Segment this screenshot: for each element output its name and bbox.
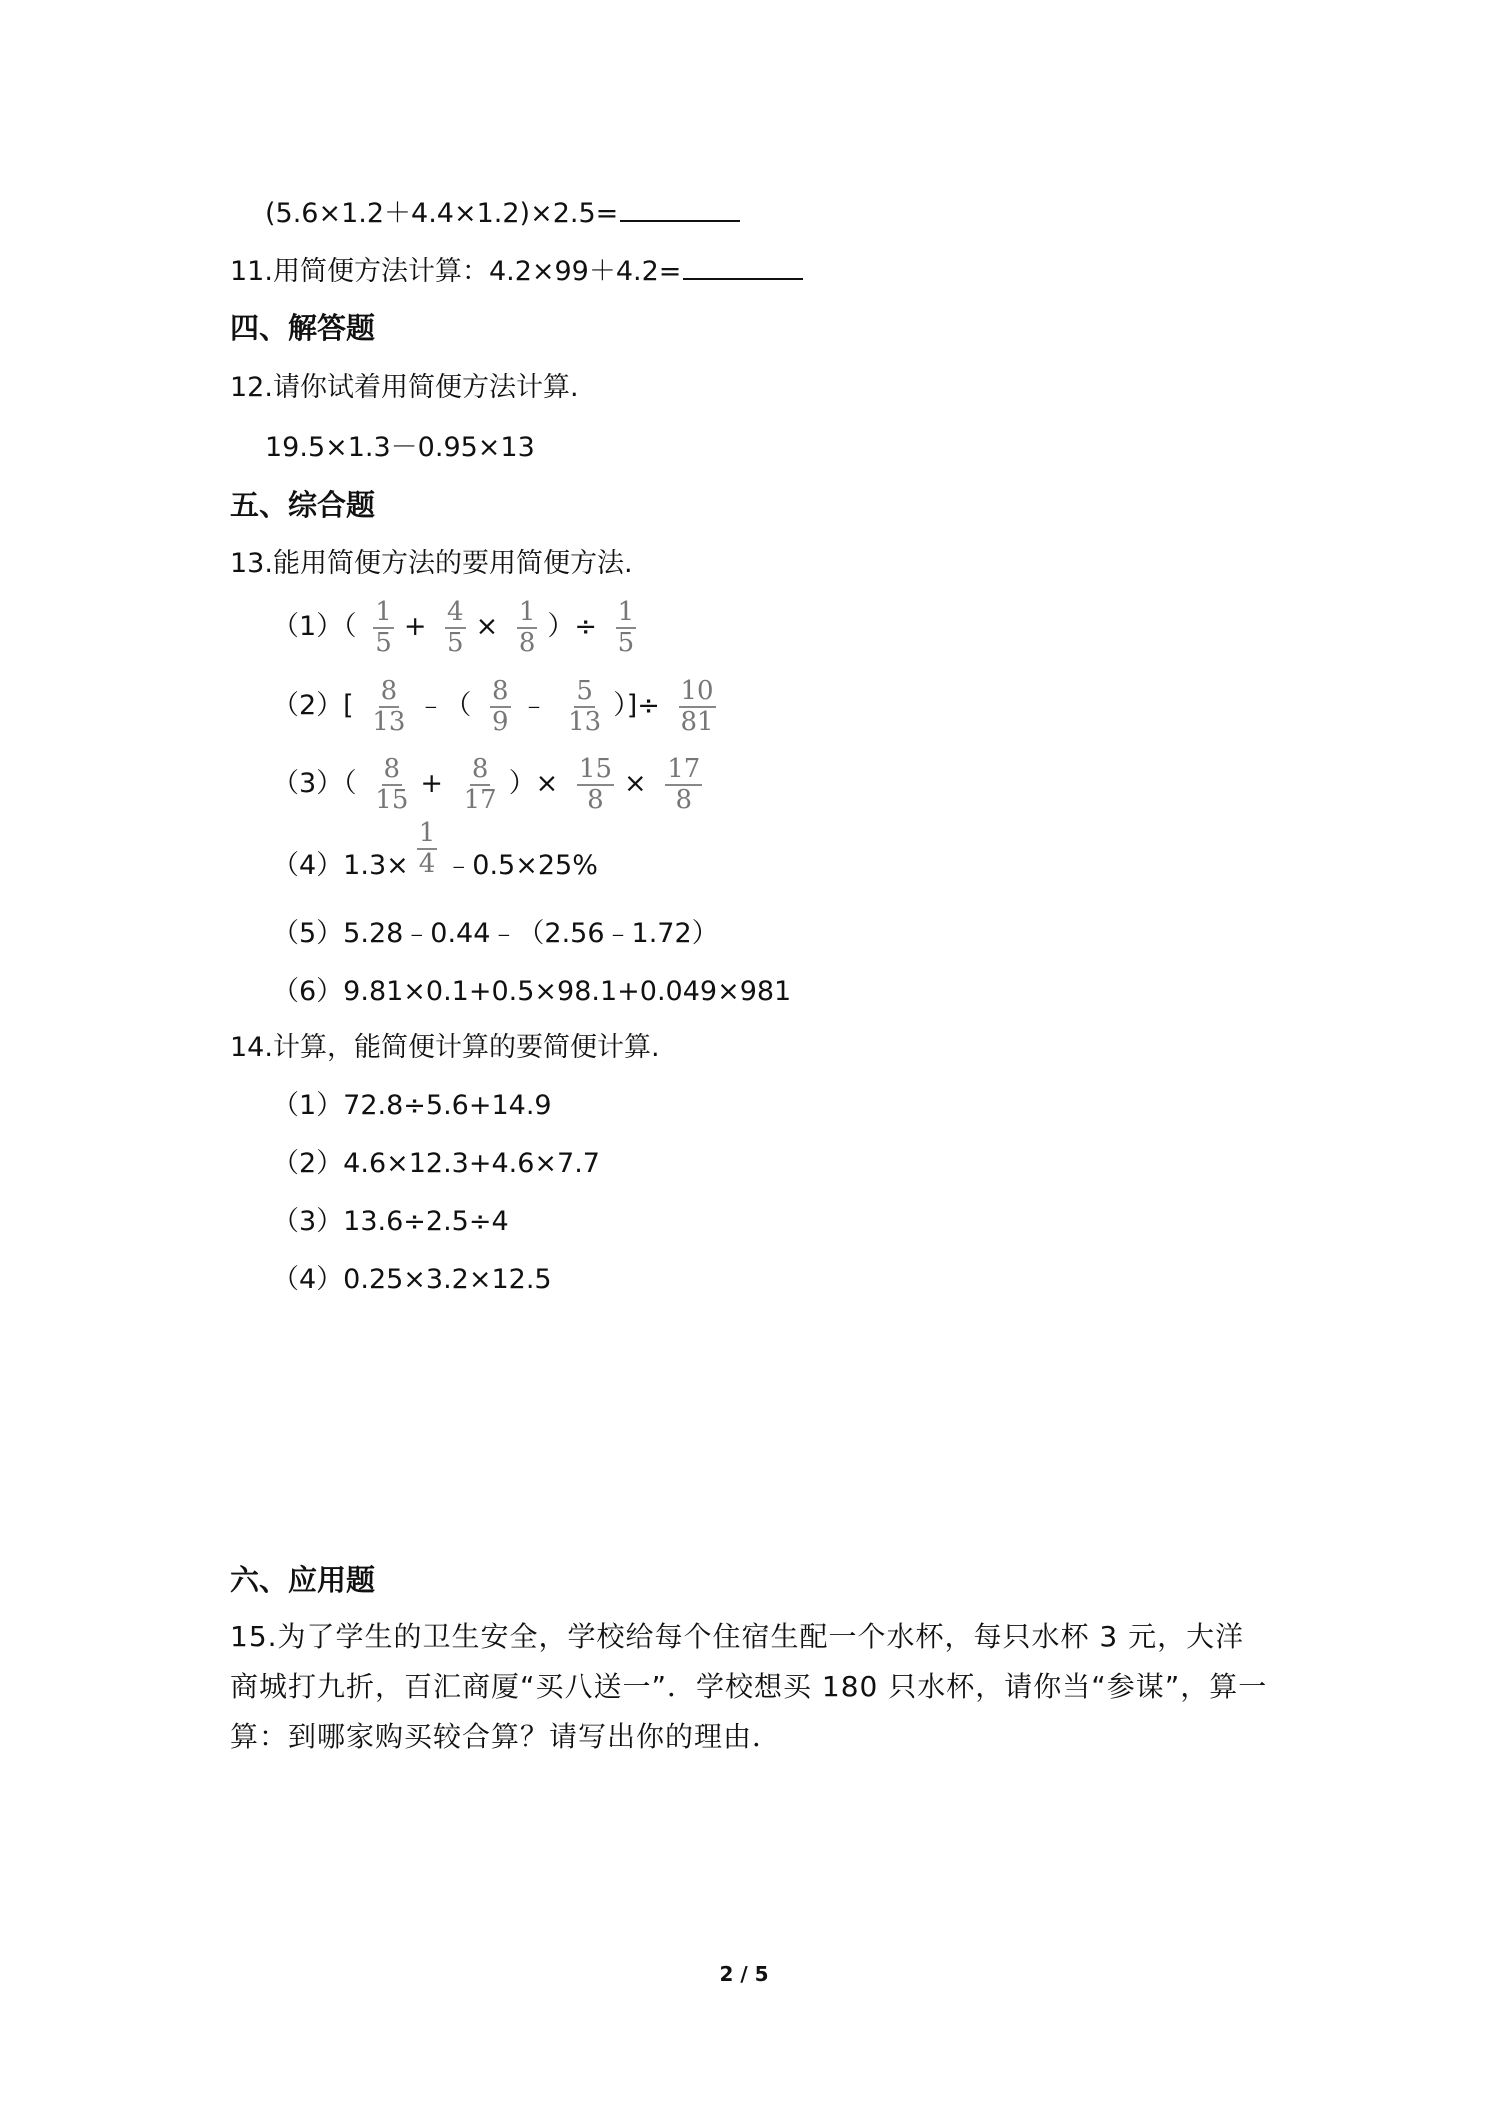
q15-line: 算：到哪家购买较合算？请写出你的理由．: [230, 1720, 782, 1753]
fraction: $\frac{8}{9}$: [492, 675, 509, 737]
section-heading: 四、解答题: [230, 311, 376, 345]
fraction: $\frac{8}{17}$: [463, 753, 497, 815]
fraction: $\frac{17}{8}$: [667, 753, 701, 815]
q13-item-6: （6）9.81×0.1+0.5×98.1+0.049×981: [272, 976, 792, 1007]
fraction: $\frac{1}{5}$: [375, 596, 392, 658]
q15-paragraph: [230, 1612, 1270, 1762]
answer-blank[interactable]: [683, 252, 803, 280]
q13-item-3: （3）（ $\frac{8}{15}$ + $\frac{8}{17}$ ）× $\frac{15}{8}$ × $\frac{17}{8}$: [272, 753, 701, 815]
fraction: $\frac{8}{15}$: [375, 753, 409, 815]
fraction: $\frac{1}{4}$: [418, 817, 436, 879]
fraction: $\frac{8}{13}$: [372, 675, 406, 737]
q14-item-2: （2）4.6×12.3+4.6×7.7: [272, 1148, 600, 1179]
q13-prompt: 13.能用简便方法的要用简便方法.: [230, 548, 633, 579]
fraction: $\frac{1}{5}$: [617, 596, 635, 658]
q13-item-2: （2）[ $\frac{8}{13}$ ﹣（ $\frac{8}{9}$ ﹣ $\frac{5}{13}$ ）]÷ $\frac{10}{81}$: [272, 675, 714, 737]
q10-expression: (5.6×1.2＋4.4×1.2)×2.5=: [265, 194, 740, 234]
q12-expression: 19.5×1.3－0.95×13: [265, 432, 535, 463]
q12-prompt: 12.请你试着用简便方法计算.: [230, 372, 579, 403]
fraction: $\frac{10}{81}$: [680, 675, 714, 737]
q15-line: 商城打九折，百汇商厦“买八送一”．学校想买 180 只水杯，请你当“参谋”，算一: [230, 1670, 1268, 1703]
q13-item-4: （4）1.3× $\frac{1}{4}$ ﹣0.5×25%: [272, 817, 598, 881]
page-number: 2 / 5: [719, 1962, 769, 1986]
q14-item-3: （3）13.6÷2.5÷4: [272, 1206, 509, 1237]
section-heading: 五、综合题: [230, 488, 376, 522]
q13-item-5: （5）5.28﹣0.44﹣（2.56﹣1.72）: [272, 918, 719, 949]
q14-item-4: （4）0.25×3.2×12.5: [272, 1264, 552, 1295]
section-heading: 六、应用题: [230, 1563, 376, 1597]
q11: 11.用简便方法计算：4.2×99＋4.2=: [230, 252, 803, 292]
q14-item-1: （1）72.8÷5.6+14.9: [272, 1090, 552, 1121]
answer-blank[interactable]: [620, 194, 740, 222]
fraction: $\frac{4}{5}$: [447, 596, 464, 658]
q15-line: 15.为了学生的卫生安全，学校给每个住宿生配一个水杯，每只水杯 3 元，大洋: [230, 1620, 1245, 1653]
fraction: $\frac{5}{13}$: [568, 675, 602, 737]
fraction: $\frac{15}{8}$: [578, 753, 612, 815]
q14-prompt: 14.计算，能简便计算的要简便计算.: [230, 1032, 660, 1063]
fraction: $\frac{1}{8}$: [518, 596, 536, 658]
q13-item-1: （1）（ $\frac{1}{5}$ + $\frac{4}{5}$ × $\frac{1}{8}$ ）÷ $\frac{1}{5}$: [272, 596, 635, 658]
